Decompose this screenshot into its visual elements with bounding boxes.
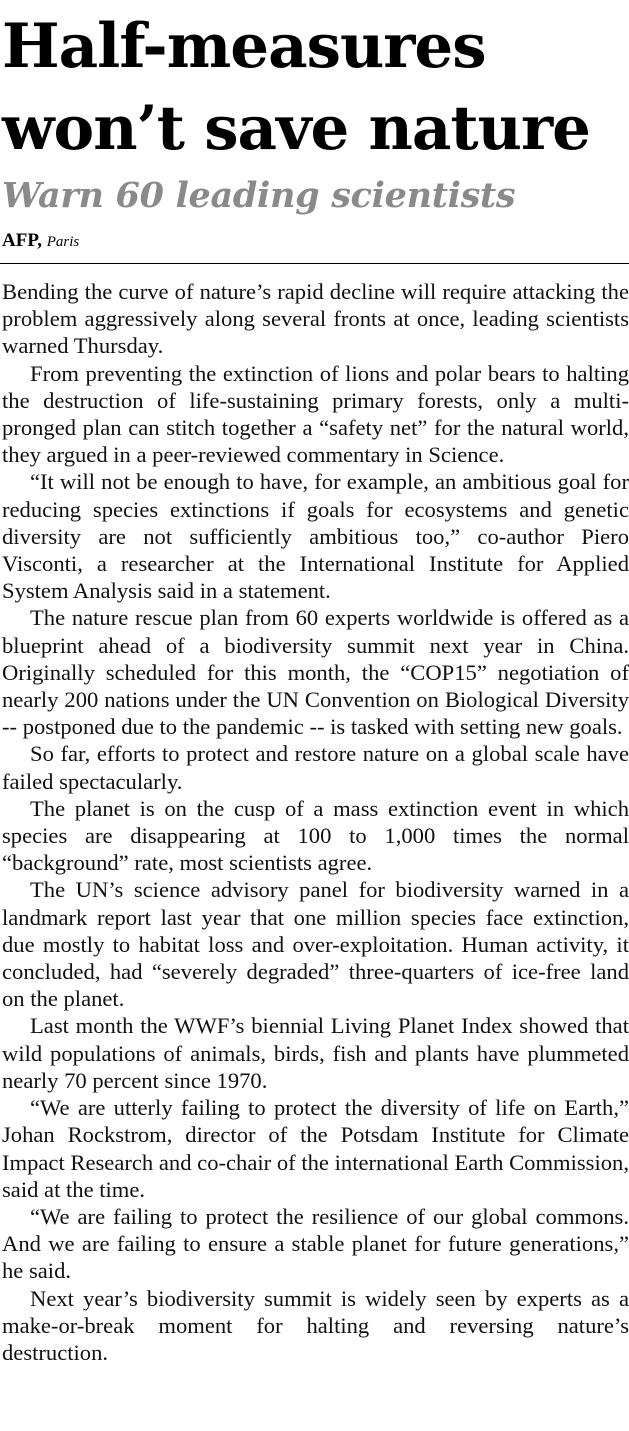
paragraph: Bending the curve of nature’s rapid decline will require attacking the problem aggressively along several fronts at once, leading scientists warned Thursday. [2, 279, 629, 359]
paragraph: Last month the WWF’s biennial Living Planet Index showed that wild populations of animals, birds, fish and plants have plummeted nearly 70 percent since 1970. [2, 1013, 629, 1093]
subheadline: Warn 60 leading scientists [2, 175, 516, 216]
paragraph: Next year’s biodiversity summit is widely seen by experts as a make-or-break moment for halting and reversing nature’s destruction. [2, 1285, 629, 1365]
paragraph: The UN’s science advisory panel for biodiversity warned in a landmark report last year that one million species face extinction, due mostly to habitat loss and over-exploitation. Human activity, it concluded, had “severely degraded” three-quarters of ice-free land on the planet. [2, 877, 629, 1012]
paragraph: So far, efforts to protect and restore nature on a global scale have failed spectacularly. [2, 741, 629, 794]
byline [2, 230, 79, 252]
byline-location: Paris [46, 234, 80, 250]
paragraph: “We are utterly failing to protect the diversity of life on Earth,” Johan Rockstrom, director of the Potsdam Institute for Climate Impact Research and co-chair of the international Earth Commission, said at the time. [2, 1095, 629, 1202]
paragraph: From preventing the extinction of lions and polar bears to halting the destruction of life-sustaining primary forests, only a multi-pronged plan can stitch together a “safety net” for the natural world, they argued in a peer-reviewed commentary in Science. [2, 360, 629, 468]
paragraph: “It will not be enough to have, for example, an ambitious goal for reducing species extinctions if goals for ecosystems and genetic diversity are not sufficiently ambitious too,” co-author Piero Visconti, a researcher at the International Institute for Applied System Analysis said in a statement. [2, 469, 629, 604]
headline: Half-measures won’t save nature [2, 11, 590, 164]
byline-agency: AFP, [2, 230, 42, 251]
article-body [2, 278, 629, 1366]
paragraph: The planet is on the cusp of a mass extinction event in which species are disappearing at 100 to 1,000 times the normal “background” rate, most scientists agree. [2, 795, 629, 876]
paragraph: “We are failing to protect the resilience of our global commons. And we are failing to ensure a stable planet for future generations,” he said. [2, 1203, 629, 1284]
paragraph: The nature rescue plan from 60 experts worldwide is offered as a blueprint ahead of a biodiversity summit next year in China. Originally scheduled for this month, the “COP15” negotiation of nearly 200 nations under the UN Convention on Biological Diversity -- postponed due to the pandemic -- is tasked with setting new goals. [2, 605, 629, 740]
divider [0, 263, 629, 264]
